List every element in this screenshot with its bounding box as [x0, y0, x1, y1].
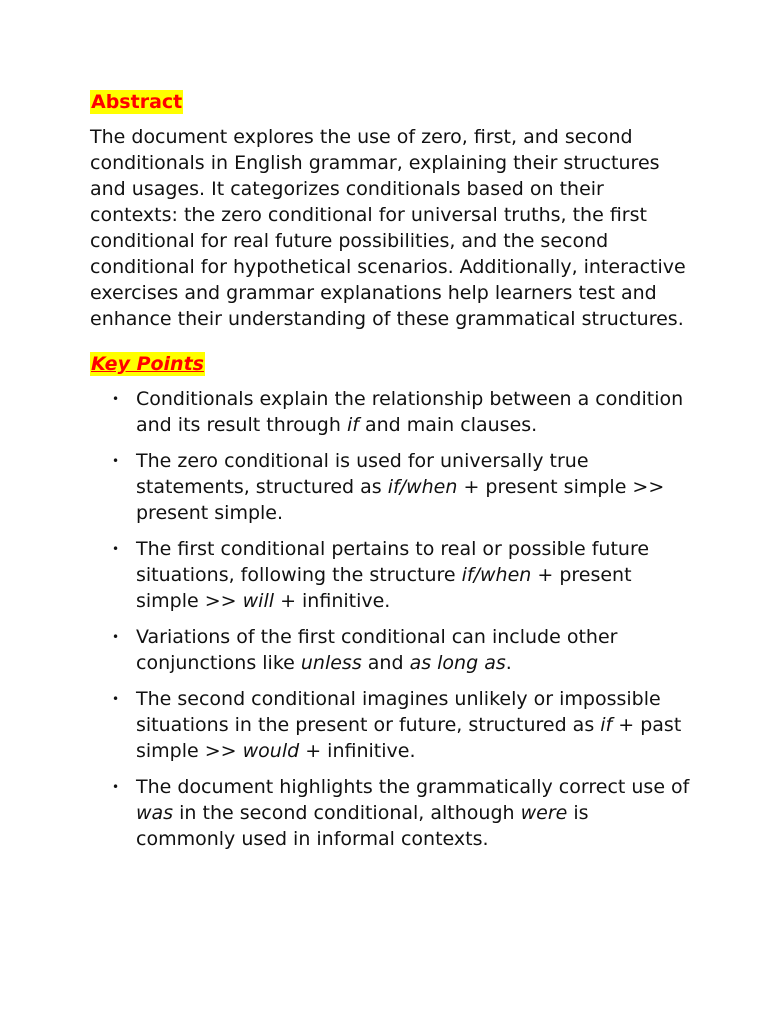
key-point-emphasis: if/when: [387, 476, 458, 498]
key-point-text: The zero conditional is used for universally true statements, structured as: [136, 450, 589, 498]
key-point-text: + past simple >>: [136, 714, 682, 762]
key-point-text: and main clauses.: [358, 414, 538, 436]
key-point-item: [90, 386, 690, 438]
bullet-marker: •: [112, 454, 120, 468]
bullet-marker: •: [112, 392, 120, 406]
key-point-emphasis: if: [600, 714, 613, 736]
key-point-text: + present simple >> present simple.: [136, 476, 665, 524]
key-point-text: The first conditional pertains to real or possible future situations, following the structure: [136, 538, 650, 586]
key-point-emphasis: if: [346, 414, 359, 436]
bullet-marker: •: [112, 630, 120, 644]
key-point-emphasis: unless: [300, 652, 362, 674]
key-point-item: [90, 448, 690, 526]
abstract-paragraph: The document explores the use of zero, first, and second conditionals in English grammar, explaining their structures and usages. It categorizes conditionals based on their contexts: the zero conditional for universal truths, the first conditional for real future possibilities, and the second conditional for hypothetical scenarios. Additionally, interactive exercises and grammar explanations help learners test and enhance their understanding of these grammatical structures.: [90, 126, 686, 330]
bullet-marker: •: [112, 542, 120, 556]
key-point-emphasis: if/when: [461, 564, 532, 586]
key-point-text: is commonly used in informal contexts.: [136, 802, 589, 850]
key-point-emphasis: would: [242, 740, 300, 762]
key-point-emphasis: was: [136, 802, 174, 824]
key-point-emphasis: will: [242, 590, 275, 612]
key-point-text: in the second conditional, although: [173, 802, 521, 824]
bullet-marker: •: [112, 780, 120, 794]
key-point-text: Variations of the first conditional can include other conjunctions like: [136, 626, 618, 674]
key-point-item: [90, 536, 690, 614]
key-point-emphasis: as long as: [409, 652, 506, 674]
key-point-text: Conditionals explain the relationship between a condition and its result through: [136, 388, 684, 436]
key-point-item: [90, 774, 690, 852]
key-point-text: + infinitive.: [274, 590, 391, 612]
key-point-emphasis: were: [520, 802, 568, 824]
document-page: [90, 90, 690, 862]
key-point-text: + present simple >>: [136, 564, 632, 612]
key-point-text: The second conditional imagines unlikely or impossible situations in the present or future, structured as: [136, 688, 661, 736]
key-point-item: [90, 624, 690, 676]
key-point-item: [90, 686, 690, 764]
key-points-heading: Key Points: [91, 353, 204, 375]
key-point-text: and: [361, 652, 410, 674]
key-point-text: .: [505, 652, 512, 674]
bullet-marker: •: [112, 692, 120, 706]
key-point-text: + infinitive.: [299, 740, 416, 762]
key-point-text: The document highlights the grammatically correct use of: [136, 776, 690, 798]
abstract-heading: Abstract: [91, 91, 183, 113]
key-points-list: [90, 386, 690, 852]
